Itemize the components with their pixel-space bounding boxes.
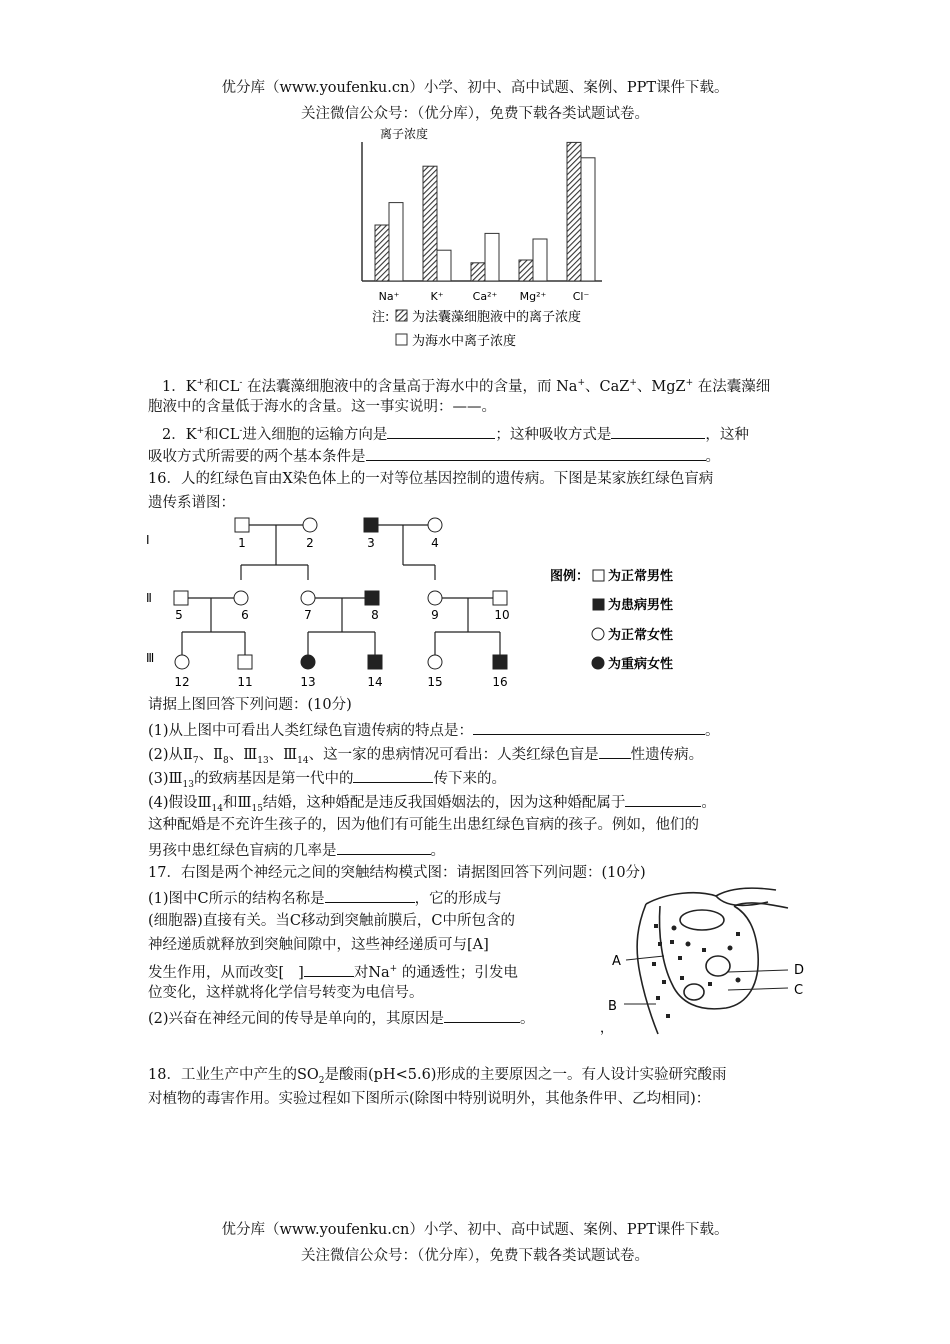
- pedigree-III13-affected-female: [301, 655, 315, 669]
- q15-blank-conditions[interactable]: [366, 444, 706, 461]
- tick-label-Cl: Cl⁻: [572, 290, 590, 303]
- mitochondrion-2: [706, 956, 730, 976]
- generation-label-3: Ⅲ: [146, 651, 155, 665]
- q16-ask: 请据上图回答下列问题：(10分): [148, 697, 352, 713]
- q15-blank-method[interactable]: [611, 422, 705, 439]
- q15-item-1-line-1: 1．K+和CL- 在法囊藻细胞液中的含量高于海水中的含量，而 Na+、CaZ+、MgZ+ 在法囊藻细: [162, 378, 771, 395]
- synapse-label-B: B: [608, 999, 617, 1014]
- q17-line-1: (1)图中C所示的结构名称是 ，它的形成与: [148, 886, 502, 910]
- pedigree-II8-affected-male: [365, 591, 379, 605]
- q16-blank-2[interactable]: [599, 742, 631, 759]
- pedigree-I3-affected-male: [364, 518, 378, 532]
- q16-blank-1[interactable]: [473, 718, 705, 735]
- q15-blank-direction[interactable]: [387, 422, 495, 439]
- pedigree-label-5: 5: [175, 608, 183, 622]
- postsynaptic-membrane: [637, 904, 658, 1034]
- q15-item-2-line-2: 吸收方式所需要的两个基本条件是 。: [148, 444, 808, 468]
- q15-item-2-line-1: 2．K+和CL-进入细胞的运输方向是 ；这种吸收方式是 ，这种: [162, 420, 822, 446]
- bar-Mg2-hatched: [519, 260, 533, 281]
- pedigree-III14-affected-male: [368, 655, 382, 669]
- legend-open-swatch: [396, 334, 407, 345]
- legend-affected-male: 为患病男性: [608, 598, 674, 613]
- bar-Cl-hatched: [567, 142, 581, 281]
- q17-blank-structure[interactable]: [325, 886, 415, 903]
- q16-intro-line-2: 遗传系谱图：: [148, 495, 235, 511]
- q17-blank-part[interactable]: [304, 960, 354, 977]
- pedigree-III16-affected-male: [493, 655, 507, 669]
- pedigree-I2-normal-female: [303, 518, 317, 532]
- pedigree-label-6: 6: [241, 608, 249, 622]
- q17-line-2: (细胞器)直接有关。当C移动到突触前膜后，C中所包含的: [148, 913, 516, 929]
- mitochondrion-3: [684, 984, 704, 1000]
- pedigree-III11-normal-male: [238, 655, 252, 669]
- q16-blank-3[interactable]: [353, 766, 433, 783]
- q17-line-6: (2)兴奋在神经元间的传导是单向的，其原因是 。: [148, 1006, 535, 1030]
- chart-ylabel: 离子浓度: [380, 127, 429, 141]
- pedigree-label-10: 10: [494, 608, 510, 622]
- pedigree-label-9: 9: [431, 608, 439, 622]
- pedigree-II10-normal-male: [493, 591, 507, 605]
- q15-item-1-line-2: 胞液中的含量低于海水的含量。这一事实说明：——。: [148, 399, 496, 415]
- pedigree-label-7: 7: [304, 608, 312, 622]
- bar-Cl-open: [581, 158, 595, 281]
- legend-affected-female: 为重病女性: [608, 657, 674, 672]
- q16-q1: (1)从上图中可看出人类红绿色盲遗传病的特点是： 。: [148, 718, 808, 742]
- bar-Na-hatched: [375, 225, 389, 281]
- legend-item-1: 为法囊藻细胞液中的离子浓度: [412, 310, 582, 325]
- header-line-1: 优分库（www.youfenku.cn）小学、初中、高中试题、案例、PPT课件下载。: [221, 80, 729, 96]
- q16-q3: $(3)Ⅲ_{13}$的致病基因是第一代中的 传下来的。: [148, 766, 808, 796]
- generation-label-1: I: [146, 533, 150, 547]
- q18-line-1: 18．工业生产中产生的$SO_2$是酸雨(pH<5.6)形成的主要原因之一。有人设计实验研究酸雨: [148, 1067, 727, 1086]
- legend-title-pedigree: 图例：: [550, 569, 590, 584]
- mitochondrion-1: [680, 910, 724, 930]
- pedigree-legend: [548, 565, 718, 685]
- pedigree-II5-normal-male: [174, 591, 188, 605]
- q18-line-2: 对植物的毒害作用。实验过程如下图所示(除图中特别说明外，其他条件甲、乙均相同)：: [148, 1091, 711, 1107]
- pedigree-label-15: 15: [427, 675, 443, 689]
- tick-label-Ca2: Ca²⁺: [472, 290, 498, 303]
- legend-normal-female: 为正常女性: [608, 628, 674, 643]
- ion-chart: [340, 124, 640, 354]
- synapse-label-A: A: [612, 954, 621, 969]
- pedigree-I1-normal-male: [235, 518, 249, 532]
- legend-normal-male-swatch: [593, 570, 604, 581]
- q16-blank-5[interactable]: [337, 838, 431, 855]
- legend-affected-male-swatch: [593, 599, 604, 610]
- pedigree-label-11: 11: [237, 675, 253, 689]
- tick-label-Mg2: Mg²⁺: [519, 290, 547, 303]
- pedigree-II9-normal-female: [428, 591, 442, 605]
- footer-line-1: 优分库（www.youfenku.cn）小学、初中、高中试题、案例、PPT课件下载。: [221, 1222, 729, 1238]
- q17-line-4: 发生作用，从而改变[ ] 对Na+ 的通透性；引发电: [148, 958, 518, 984]
- bar-Ca2-open: [485, 233, 499, 281]
- pedigree-label-16: 16: [492, 675, 508, 689]
- pedigree-label-8: 8: [371, 608, 379, 622]
- pedigree-label-14: 14: [367, 675, 383, 689]
- pedigree-label-4: 4: [431, 536, 439, 550]
- legend-normal-female-swatch: [592, 628, 604, 640]
- legend-affected-female-swatch: [592, 657, 604, 669]
- q17-blank-reason[interactable]: [444, 1006, 520, 1023]
- presynaptic-terminal: [660, 906, 759, 1009]
- legend-item-2: 为海水中离子浓度: [412, 334, 517, 349]
- tick-label-K: K⁺: [430, 290, 444, 303]
- pedigree-I4-normal-female: [428, 518, 442, 532]
- q17-line-5: 位变化，这样就将化学信号转变为电信号。: [148, 985, 424, 1001]
- q17-intro: 17．右图是两个神经元之间的突触结构模式图：请据图回答下列问题：(10分): [148, 865, 646, 881]
- q17-line-3: 神经递质就释放到突触间隙中，这些神经递质可与[A]: [148, 937, 489, 953]
- q16-intro-line-1: 16．人的红绿色盲由X染色体上的一对等位基因控制的遗传病。下图是某家族红绿色盲病: [148, 471, 714, 487]
- bar-Ca2-hatched: [471, 263, 485, 281]
- pedigree-label-3: 3: [367, 536, 375, 550]
- legend-title: 注:: [372, 310, 390, 325]
- generation-label-2: Ⅱ: [146, 591, 152, 605]
- pedigree-II7-normal-female: [301, 591, 315, 605]
- q16-q4-line-1: (4)假设$Ⅲ_{14}$和$Ⅲ_{15}$结婚，这种婚配是违反我国婚姻法的，因为这种婚配属于 。: [148, 790, 808, 820]
- pedigree-chart: [138, 510, 558, 692]
- pedigree-label-13: 13: [300, 675, 316, 689]
- bar-Mg2-open: [533, 239, 547, 281]
- bar-Na-open: [389, 203, 403, 281]
- q16-q2: (2)从$Ⅱ_7$、$Ⅱ_8$、$Ⅲ_{13}$、$Ⅲ_{14}$、这一家的患病情况可看出：人类红绿色盲是 性遗传病。: [148, 742, 808, 772]
- legend-hatched-swatch: [396, 310, 407, 321]
- legend-normal-male: 为正常男性: [608, 569, 674, 584]
- synapse-label-D: D: [794, 963, 805, 978]
- header-line-2: 关注微信公众号：（优分库），免费下载各类试题试卷。: [301, 106, 649, 122]
- footer-line-2: 关注微信公众号：（优分库），免费下载各类试题试卷。: [301, 1248, 649, 1264]
- bar-K-hatched: [423, 166, 437, 281]
- q16-q4-line-3: 男孩中患红绿色盲病的几率是 。: [148, 838, 808, 862]
- pedigree-III15-normal-female: [428, 655, 442, 669]
- stray-comma: ，: [600, 1021, 614, 1036]
- tick-label-Na: Na⁺: [378, 290, 400, 303]
- pedigree-label-2: 2: [306, 536, 314, 550]
- pedigree-label-12: 12: [174, 675, 190, 689]
- synapse-label-C: C: [794, 983, 804, 998]
- q16-blank-4[interactable]: [625, 790, 701, 807]
- synapse-diagram: [598, 884, 818, 1044]
- pedigree-label-1: 1: [238, 536, 246, 550]
- pedigree-III12-normal-female: [175, 655, 189, 669]
- pedigree-II6-normal-female: [234, 591, 248, 605]
- bar-K-open: [437, 250, 451, 281]
- q16-q4-line-2: 这种配婚是不充许生孩子的，因为他们有可能生出患红绿色盲病的孩子。例如，他们的: [148, 817, 699, 833]
